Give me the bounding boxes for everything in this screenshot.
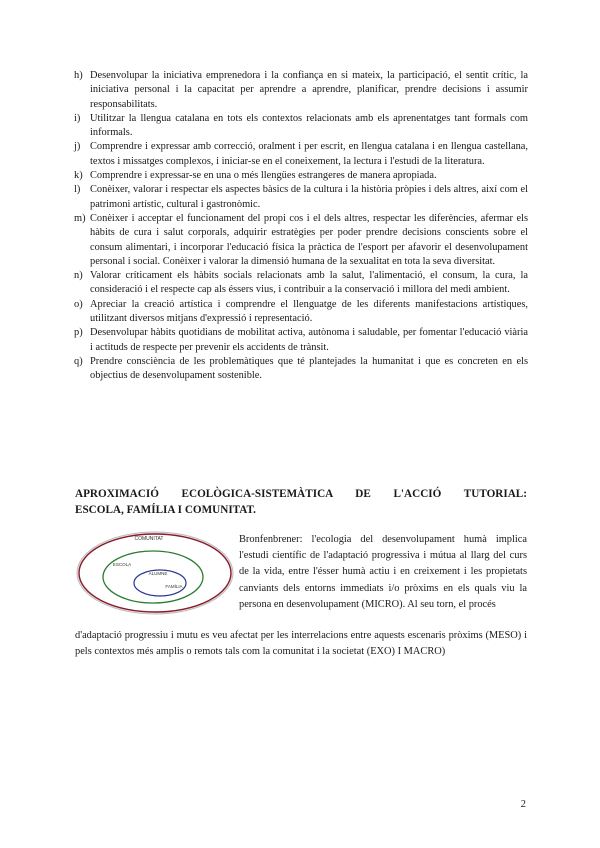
objective-text: Valorar críticament els hàbits socials relacionats amb la salut, l'alimentació, el consum, la cura, la consideració i el respecte cap als éssers vius, i contribuir a la conservació i millora del medi ambient. xyxy=(90,270,528,296)
objective-item xyxy=(74,326,528,355)
objective-item xyxy=(74,355,528,384)
objective-text: Comprendre i expressar amb correcció, oralment i per escrit, en llengua catalana i en llengua castellana, textos i missatges complexos, i iniciar-se en el coneixement, la lectura i l'estudi de la literatura. xyxy=(90,141,528,167)
objective-marker: k) xyxy=(74,170,83,182)
bronfenbrenner-paragraph-continued: d'adaptació progressiu i mutu es veu afectat per les interrelacions entre aquests escenaris pròxims (MESO) i pels contextos més amplis o remots tals com la comunitat i la societat (EXO) I MACRO) xyxy=(75,630,527,658)
objective-marker: q) xyxy=(74,355,83,367)
objective-item xyxy=(74,183,528,212)
page-number: 2 xyxy=(520,799,526,810)
student-label: ALUMNE xyxy=(148,571,168,576)
section-heading-line-1: APROXIMACIÓ ECOLÒGICA-SISTEMÀTICA DE L'ACCIÓ TUTORIAL: xyxy=(75,488,527,500)
section-heading-line-2: ESCOLA, FAMÍLIA I COMUNITAT. xyxy=(75,504,256,516)
objective-marker: o) xyxy=(74,298,83,310)
ecological-systems-diagram xyxy=(75,527,235,617)
objectives-list xyxy=(74,69,528,384)
school-label: ESCOLA xyxy=(112,562,132,567)
bronfenbrenner-paragraph-side: Bronfenbrener: l'ecologia del desenvolupament humà implica l'estudi científic de l'adaptació progressiva i mútua al llarg del curs de la vida, entre l'ésser humà actiu i en creixement i les propietats canviants dels entorns immediats i/o pròxims en els quals viu la persona en desenvolupament (MICRO). Al seu torn, el procés xyxy=(239,534,527,610)
objective-item xyxy=(74,212,528,269)
objective-marker: h) xyxy=(74,70,83,81)
objective-text: Conèixer, valorar i respectar els aspectes bàsics de la cultura i la història pròpies i dels altres, així com el patrimoni artístic, cultural i gastronòmic. xyxy=(90,184,528,210)
objective-marker: p) xyxy=(74,327,83,339)
objective-item xyxy=(74,112,528,141)
objective-text: Desenvolupar la iniciativa emprenedora i la confiança en si mateix, la participació, el sentit crític, la iniciativa personal i la capacitat per aprendre a aprendre, planificar, prendre decisions i assumir responsabilitats. xyxy=(90,70,528,110)
objective-item xyxy=(74,169,528,183)
objective-marker: n) xyxy=(74,270,83,282)
community-label: COMUNITAT xyxy=(134,536,164,542)
objective-item xyxy=(74,69,528,112)
objective-text: Apreciar la creació artística i comprendre el llenguatge de les diferents manifestacions artístiques, utilitzant diversos mitjans d'expressió i representació. xyxy=(90,298,528,325)
objective-text: Utilitzar la llengua catalana en tots els contextos relacionats amb els aprenentatges tant formals com informals. xyxy=(90,112,528,139)
objective-marker: l) xyxy=(74,184,81,196)
objective-item xyxy=(74,269,528,298)
objective-text: Conèixer i acceptar el funcionament del propi cos i el dels altres, respectar les diferències, afermar els hàbits de cura i salut corporals, adquirir estratègies per poder prendre decisions conscients sobre el consum alimentari, i incorporar l'educació física la pràctica de l'esport per afavorir el desenvolupament personal i social. Conèixer i valorar la dimensió humana de la sexualitat en tota la seva diversitat. xyxy=(90,212,528,267)
objective-marker: j) xyxy=(74,141,81,153)
objective-item xyxy=(74,298,528,327)
objective-marker: i) xyxy=(74,112,81,124)
objective-text: Desenvolupar hàbits quotidians de mobilitat activa, autònoma i saludable, per fomentar l'educació viària i actituds de respecte per prevenir els accidents de trànsit. xyxy=(90,327,528,353)
objective-text: Comprendre i expressar-se en una o més llengües estrangeres de manera apropiada. xyxy=(90,170,437,182)
objective-item xyxy=(74,140,528,169)
objective-text: Prendre consciència de les problemàtiques que té plantejades la humanitat i que es concreten en els objectius de desenvolupament sostenible. xyxy=(90,355,528,382)
objective-marker: m) xyxy=(74,212,86,224)
family-label: FAMÍLIA xyxy=(165,584,183,589)
